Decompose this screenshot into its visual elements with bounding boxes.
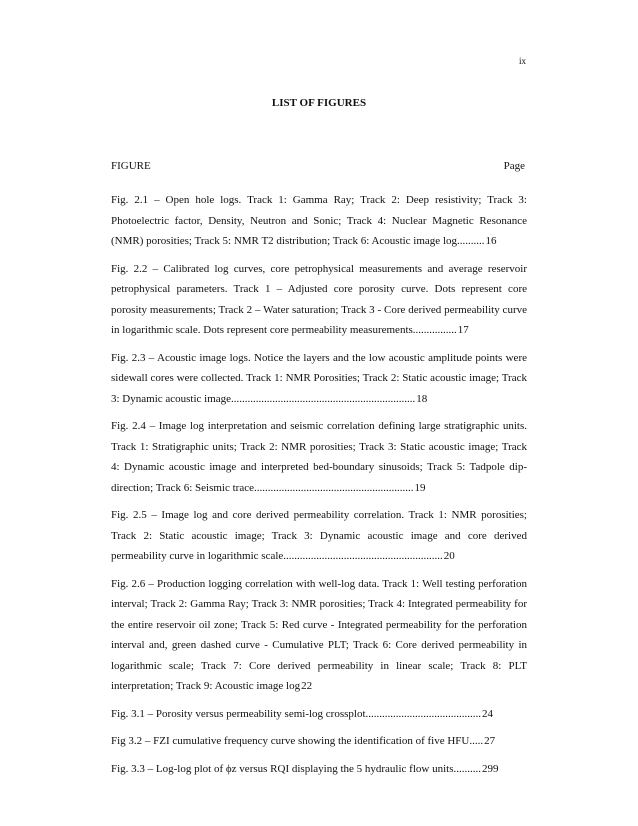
list-item-fig-2-2: [111, 259, 527, 341]
entry-text: Fig 3.2 – FZI cumulative frequency curve showing the identification of five HFU: [111, 735, 470, 747]
entry-page: 22: [301, 680, 313, 692]
leader-dots: .....: [469, 735, 484, 747]
entry-text: Fig. 3.3 – Log-log plot of ϕz versus RQI displaying the 5 hydraulic flow units: [111, 762, 454, 775]
list-item-fig-3-1: [111, 704, 527, 725]
list-item-fig-2-3: [111, 348, 527, 410]
column-header-page: Page: [503, 160, 525, 172]
entry-text: Fig. 2.4 – Image log interpretation and seismic correlation defining large stratigraphic units. Track 1: Stratigraphic units; Track 2: NMR porosities; Track 3: Static acoustic image; Track 4: Dynamic acoustic image and interpreted bed-boundary sinusoids; Track 5: Tadpole dip-direction; Track 6: Seismic trace: [111, 420, 527, 494]
list-item-fig-2-5: [111, 505, 527, 567]
page-title: LIST OF FIGURES: [271, 97, 367, 109]
entry-text: Fig. 2.3 – Acoustic image logs. Notice the layers and the low acoustic amplitude points were sidewall cores were collected. Track 1: NMR Porosities; Track 2: Static acoustic image; Track 3: Dynamic acoustic image: [111, 351, 527, 405]
entry-page: 16: [485, 235, 497, 247]
entry-page: 27: [484, 735, 496, 747]
entry-page: 24: [482, 707, 494, 720]
entry-page: 17: [457, 324, 469, 336]
entry-page: 19: [414, 481, 426, 494]
leader-dots: ..........................................................: [283, 550, 443, 562]
list-item-fig-2-6: [111, 574, 527, 697]
leader-dots: ..........: [457, 235, 485, 247]
list-item-fig-3-3: [111, 759, 527, 780]
leader-dots: ..........................................: [365, 707, 482, 720]
column-header-figure: FIGURE: [111, 160, 151, 172]
entry-text: Fig. 2.5 – Image log and core derived permeability correlation. Track 1: NMR porosities; Track 2: Static acoustic image; Track 3: Dynamic acoustic image and core derived permeability curve in logarithmic scale: [111, 509, 527, 562]
figure-list: [111, 190, 527, 786]
page-number: ix: [518, 56, 526, 66]
entry-page: 18: [416, 392, 428, 405]
leader-dots: ................: [412, 324, 457, 336]
column-header: [111, 160, 525, 172]
entry-text: Fig. 2.2 – Calibrated log curves, core petrophysical measurements and average reservoir petrophysical parameters. Track 1 – Adjusted core porosity curve. Dots represent core porosity measurements; Track 2 – Water saturation; Track 3 - Core derived permeability curve in logarithmic scale. Dots represent core permeability measurements: [111, 262, 527, 336]
leader-dots: ...................................................................: [231, 392, 416, 405]
entry-text: Fig. 3.1 – Porosity versus permeability semi-log crossplot: [111, 707, 366, 720]
list-item-fig-2-1: [111, 190, 527, 252]
entry-text: Fig. 2.6 – Production logging correlation with well-log data. Track 1: Well testing perforation interval; Track 2: Gamma Ray; Track 3: NMR porosities; Track 4: Integrated permeability for the entire reservoir oil zone; Track 5: Red curve - Integrated permeability for the perforation interval and, green dashed curve - Cumulative PLT; Track 6: Core derived permeability in logarithmic scale; Track 7: Core derived permeability in linear scale; Track 8: PLT interpretation; Track 9: Acoustic image log: [111, 577, 527, 692]
list-item-fig-3-2: [111, 731, 527, 752]
leader-dots: ..........................................................: [253, 481, 414, 494]
entry-text: Fig. 2.1 – Open hole logs. Track 1: Gamma Ray; Track 2: Deep resistivity; Track 3: Photoelectric factor, Density, Neutron and Sonic; Track 4: Nuclear Magnetic Resonance (NMR) porosities; Track 5: NMR T2 distribution; Track 6: Acoustic image log: [111, 194, 527, 247]
list-item-fig-2-4: [111, 416, 527, 498]
leader-dots: ..........: [453, 762, 481, 775]
entry-page: 299: [481, 762, 499, 775]
entry-page: 20: [443, 550, 455, 562]
